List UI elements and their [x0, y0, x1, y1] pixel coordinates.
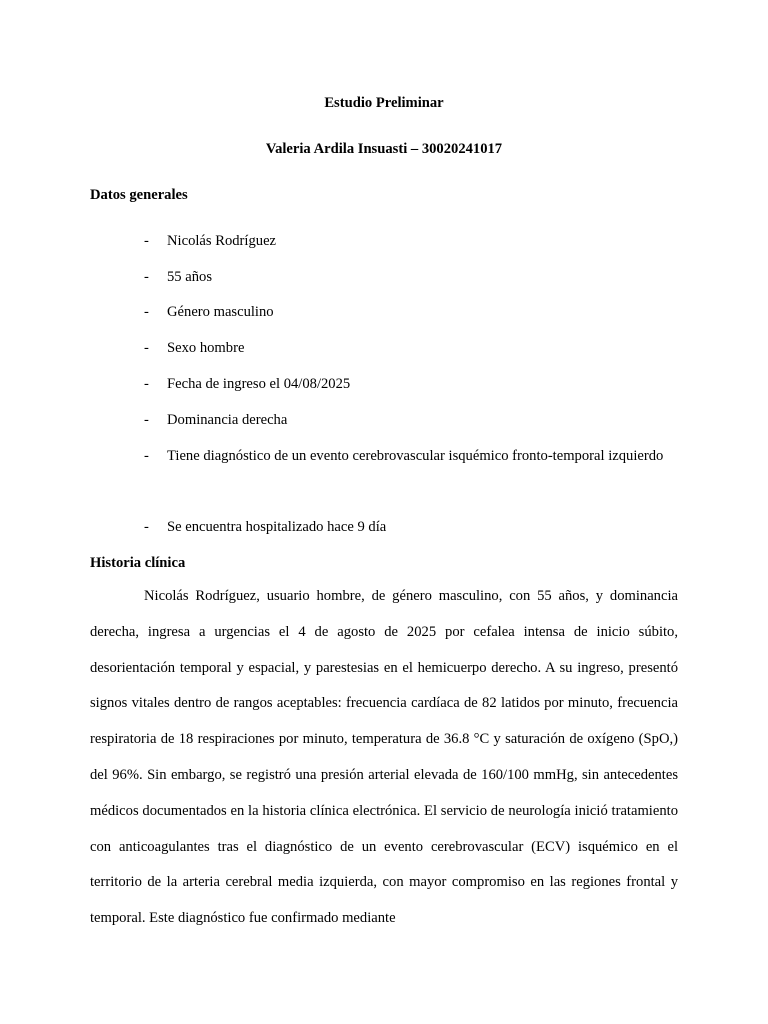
- list-item-text: Género masculino: [167, 304, 274, 320]
- list-item-text: Nicolás Rodríguez: [167, 233, 277, 249]
- bullet-dash: -: [144, 269, 149, 285]
- section-heading-historia-clinica: Historia clínica: [90, 555, 186, 571]
- bullet-dash: -: [144, 376, 149, 392]
- bullet-dash: -: [144, 233, 149, 249]
- author-line: Valeria Ardila Insuasti – 30020241017: [265, 141, 503, 157]
- bullet-dash: -: [144, 304, 149, 320]
- bullet-dash: -: [144, 340, 149, 356]
- bullet-dash: -: [144, 519, 149, 535]
- bullet-dash: -: [144, 448, 149, 464]
- document-title: Estudio Preliminar: [324, 95, 444, 111]
- history-paragraph: Nicolás Rodríguez, usuario hombre, de género masculino, con 55 años, y dominancia derecha, ingresa a urgencias el 4 de agosto de 2025 por cefalea intensa de inicio súbito, desorientación temporal y espacial, y parestesias en el hemicuerpo derecho. A su ingreso, presentó signos vitales dentro de rangos aceptables: frecuencia cardíaca de 82 latidos por minuto, frecuencia respiratoria de 18 respiraciones por minuto, temperatura de 36.8 °C y saturación de oxígeno (SpO,) del 96%. Sin embargo, se registró una presión arterial elevada de 160/100 mmHg, sin antecedentes médicos documentados en la historia clínica electrónica. El servicio de neurología inició tratamiento con anticoagulantes tras el diagnóstico de un evento cerebrovascular (ECV) isquémico en el territorio de la arteria cerebral media izquierda, con mayor compromiso en las regiones frontal y temporal. Este diagnóstico fue confirmado mediante: [90, 588, 678, 927]
- bullet-dash: -: [144, 412, 149, 428]
- list-item-text: Sexo hombre: [167, 340, 245, 356]
- list-item-text: Fecha de ingreso el 04/08/2025: [167, 376, 351, 392]
- list-item-text: Tiene diagnóstico de un evento cerebrovascular isquémico fronto-temporal izquierdo: [167, 448, 664, 464]
- section-heading-datos-generales: Datos generales: [90, 187, 188, 203]
- list-item-text: Se encuentra hospitalizado hace 9 día: [167, 519, 387, 535]
- list-item-text: 55 años: [167, 269, 212, 285]
- list-item-text: Dominancia derecha: [167, 412, 288, 428]
